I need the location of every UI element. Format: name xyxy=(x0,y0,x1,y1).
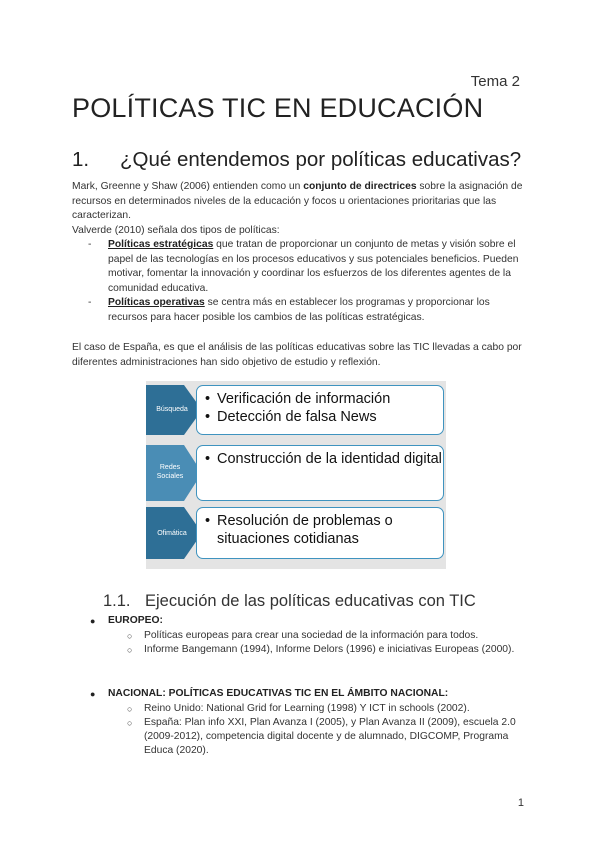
policy-type-list xyxy=(88,238,532,325)
bullet-dot: • xyxy=(205,408,211,425)
panel-item xyxy=(205,409,443,427)
bullet-dot: ● xyxy=(90,616,96,626)
intro-paragraph xyxy=(72,180,532,238)
spain-paragraph: El caso de España, es que el análisis de las políticas educativas sobre las TIC llevadas a cabo por diferentes administraciones han sido objetivo de estudio y reflexión. xyxy=(72,342,522,368)
group-label: NACIONAL: POLÍTICAS EDUCATIVAS TIC EN EL ÁMBITO NACIONAL: xyxy=(108,688,449,699)
bullet-dot: • xyxy=(205,391,211,407)
panel-item-text: Resolución de problemas o situaciones cotidianas xyxy=(217,513,393,547)
list-item xyxy=(127,629,527,643)
section-heading-1 xyxy=(72,148,521,172)
panel-item xyxy=(205,391,443,409)
policy-description: que tratan de proporcionar un conjunto de metas y visión sobre el papel de las tecnologías en los procesos educativos y sus potenciales beneficios. Pueden motivar, fomentar la innovación y coordinar los esfuerzos de los diferentes agentes de la comunidad educativa. xyxy=(108,239,519,294)
section-heading-text: Ejecución de las políticas educativas con TIC xyxy=(145,592,476,610)
competencies-diagram xyxy=(146,381,446,569)
section-number: 1. xyxy=(72,148,90,171)
tab-label: Ofimática xyxy=(157,530,187,537)
intro-bold-term: conjunto de directrices xyxy=(303,181,417,192)
intro-text-start: Mark, Greenne y Shaw (2006) entienden como un xyxy=(72,181,304,192)
panel-item-text: Verificación de información xyxy=(217,391,391,407)
section-heading-1-1 xyxy=(103,592,476,611)
section-number: 1.1. xyxy=(103,592,131,610)
diagram-panel xyxy=(196,385,444,435)
list-item xyxy=(127,643,527,657)
topic-label: Tema 2 xyxy=(470,73,520,90)
list-item-text: Reino Unido: National Grid for Learning (1998) Y ICT in schools (2002). xyxy=(144,703,470,714)
page-title: POLÍTICAS TIC EN EDUCACIÓN xyxy=(72,93,484,123)
valverde-line: Valverde (2010) señala dos tipos de políticas: xyxy=(72,224,280,236)
group-items xyxy=(127,629,527,657)
group-label: EUROPEO: xyxy=(108,615,163,626)
list-item xyxy=(127,716,527,758)
bullet-dot: • xyxy=(205,451,211,467)
diagram-row xyxy=(146,445,446,501)
bullet-dot: ● xyxy=(90,689,96,699)
dash-bullet: - xyxy=(88,239,92,250)
list-item-text: Políticas europeas para crear una sociedad de la información para todos. xyxy=(144,630,479,641)
circle-bullet: ○ xyxy=(127,704,133,714)
policy-term: Políticas estratégicas xyxy=(108,239,214,250)
panel-item xyxy=(205,513,443,548)
circle-bullet: ○ xyxy=(127,645,133,655)
list-item-text: Informe Bangemann (1994), Informe Delors (1996) e iniciativas Europeas (2000). xyxy=(144,644,515,655)
list-item xyxy=(127,702,527,716)
diagram-panel xyxy=(196,445,444,501)
list-item xyxy=(88,238,532,296)
diagram-row xyxy=(146,507,446,559)
tab-label: Búsqueda xyxy=(156,406,188,413)
panel-item xyxy=(205,451,443,469)
group-items xyxy=(127,702,527,758)
list-item-text: España: Plan info XXI, Plan Avanza I (2005), y Plan Avanza II (2009), escuela 2.0 (2009-2012), competencia digital docente y de alumnado, DIGCOMP, Programa Educa (2020). xyxy=(144,717,516,756)
circle-bullet: ○ xyxy=(127,631,133,641)
list-item xyxy=(88,296,532,325)
tab-label: Redes Sociales xyxy=(156,464,184,480)
policy-term: Políticas operativas xyxy=(108,297,205,308)
dash-bullet: - xyxy=(88,297,92,308)
section-heading-text: ¿Qué entendemos por políticas educativas? xyxy=(120,148,522,171)
panel-item-text: Detección de falsa News xyxy=(217,408,377,425)
page-number: 1 xyxy=(517,797,524,809)
diagram-panel xyxy=(196,507,444,559)
intro-text-end: sobre la asignación de recursos en determinados niveles de la educación y focos u orientaciones prioritarias que las caracterizan. xyxy=(72,181,523,221)
circle-bullet: ○ xyxy=(127,718,133,728)
panel-item-text: Construcción de la identidad digital xyxy=(217,451,442,467)
diagram-row xyxy=(146,385,446,435)
policy-description: se centra más en establecer los programas y proporcionar los recursos para hacer posible los cambios de las políticas estratégicas. xyxy=(108,297,490,323)
bullet-dot: • xyxy=(205,513,211,529)
